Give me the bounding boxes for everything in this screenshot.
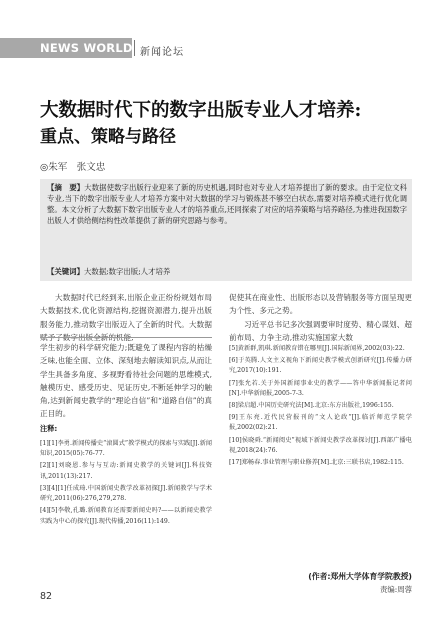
references-left [40, 439, 212, 527]
author-affiliation: (作者:郑州大学体育学院教授) [308, 572, 412, 581]
article-title-line2: 重点、策略与路径 [40, 127, 176, 147]
reference-item: [3][4][1]任成琦.中国新闻史教学改革初探[J].新闻教学与学术研究,2011(06):276,279,278. [40, 484, 212, 503]
reference-item: [7]张允若.关于外国新闻事业史的教学——答中华新闻报记者问[N].中华新闻报,2005-7-3. [229, 379, 412, 397]
abstract-label: 【摘 要】 [47, 183, 85, 192]
reference-item: [10]侯晓舜.“新闻阅史”视域下新闻史教学改革探讨[J].西部广播电视,2018(24):76. [229, 436, 412, 454]
article-title-line1: 大数据时代下的数字出版专业人才培养: [40, 100, 362, 121]
reference-item: [9]王东亮.近代民营报刊的“文人论政”[J].临沂师范学院学报,2002(02):21. [229, 414, 412, 432]
paragraph: 学生初步的科学研究能力;既避免了课程内容的枯燥乏味,也能全面、立体、深刻地去解读知识点,从而让学生具备多角度、多视野看待社会问题的思维模式,触模历史、感受历史、见证历史,不断延伸学习的触角,达到新闻史教学的“理论自信”和“道路自信”的真正目的。 [40, 343, 212, 419]
reference-item: [5]黄新群,凯琪.新闻教育错在哪里[J].国际新闻界,2002(03):22. [229, 345, 405, 352]
reference-item: [17]郑畅春.事业管理与职业修养[M].北京:三联书店,1982:115. [229, 459, 404, 467]
abstract-text: 大数据使数字出版行业迎来了新的历史机遇,同时也对专业人才培养提出了新的要求。由于定位文科专业,当下的数字出版专业人才培养方案中对大数据的学习与锻炼甚不够空白状态,需要对培养模式进行优化调整。本文分析了大数据下数字出版专业人才的培养重点,还同探索了对应的培养策略与培养路径,为推进我国数字出版人才供给侧结构性改革提供了新的研究思路与参考。 [47, 183, 407, 225]
body-left-bottom [40, 341, 212, 529]
section-name: 新闻论坛 [140, 47, 184, 58]
editor-credit: 责编:周蓉 [379, 585, 412, 594]
page-number: 82 [40, 591, 53, 602]
notes-title: 注释: [40, 423, 58, 433]
header-divider [134, 40, 135, 56]
reference-item: [1][1]李勇.新闻传播史“滚圆式”教学模式的探索与实践[J].新闻知识,2015(05):76-77. [40, 440, 212, 458]
reference-item: [6]于英腾.人文主义视角下新闻史教学模式创新研究[J].传播力研究,2017(10):191. [229, 357, 412, 375]
abstract [47, 182, 407, 226]
reference-item: [4][5]李敬,孔璐.新闻教育还需要新闻史吗?——以新闻史教学实践为中心的探究[J].现代传播,2016(11):149. [40, 507, 212, 525]
body-right-top [229, 291, 412, 344]
journal-brand: NEWS WORLD [40, 41, 133, 55]
section-separator [40, 337, 212, 338]
paragraph: 习近平总书记多次强调要审时度势、精心谋划、超前布局、力争主动,推动实施国家大数 [229, 319, 412, 342]
references-right [229, 344, 412, 470]
keywords-label: 【关键词】 [47, 267, 84, 276]
keywords [47, 266, 170, 277]
paragraph: 促使其在商业性、出版形态以及营销服务等方面呈现更为个性、多元之势。 [229, 293, 412, 316]
authors: ◎朱军 张文忠 [40, 162, 106, 173]
reference-item: [8]梁启超.中国历史研究法[M].北京:东方出版社,1996:155. [229, 402, 394, 410]
keywords-text: 大数据;数字出版;人才培养 [83, 267, 171, 276]
reference-item: [2][1]刘晓恩.参与与互动:新闻史教学的关键词[J].科技资讯,2011(13):217. [40, 462, 212, 480]
paragraph: 大数据时代已经到来,出版企业正纷纷规划布局大数据技术,优化资源结构,挖掘资源潜力,提升出版服务能力,推动数字出版迈入了全新的时代。大数据 [40, 293, 212, 329]
